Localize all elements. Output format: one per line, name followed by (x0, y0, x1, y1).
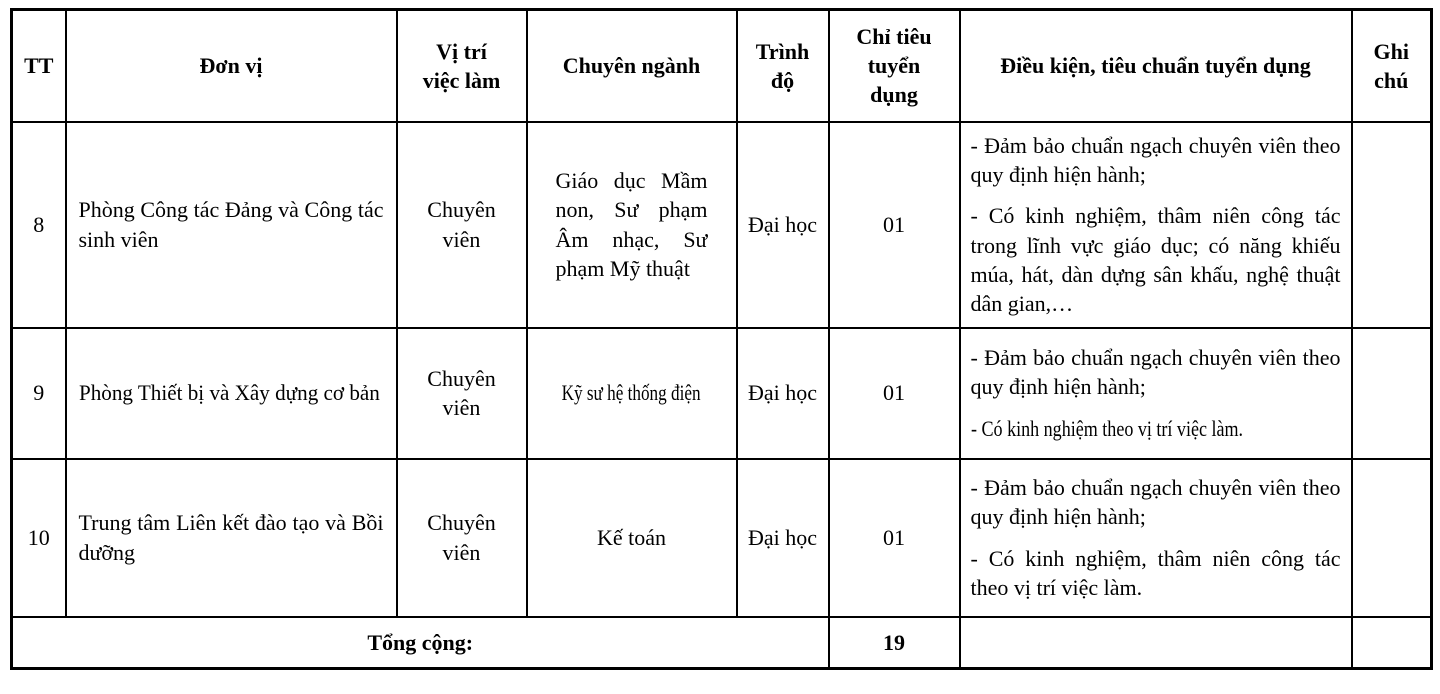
cell-trinh-do: Đại học (737, 328, 829, 459)
condition-paragraph: - Đảm bảo chuẩn ngạch chuyên viên theo quy định hiện hành; (970, 475, 1341, 530)
cell-chi-tieu: 01 (829, 328, 960, 459)
header-line: việc làm (422, 67, 501, 93)
cell-dieu-kien (960, 122, 1352, 328)
header-cell-chi-tieu (829, 10, 960, 122)
footer-ghi-chu-cell (1352, 617, 1432, 669)
cell-ghi-chu (1352, 328, 1432, 459)
condition-paragraph: - Có kinh nghiệm, thâm niên công tác theo vị trí việc làm. (970, 545, 1341, 600)
cell-ghi-chu (1352, 459, 1432, 617)
cell-tt: 8 (12, 122, 66, 328)
header-line: tuyển (867, 53, 921, 79)
header-line: Ghi (1373, 38, 1409, 64)
header-line: Chỉ tiêu (856, 24, 932, 50)
condition-paragraph (971, 414, 1341, 443)
total-label-cell: Tổng cộng: (12, 617, 829, 669)
cell-trinh-do: Đại học (737, 459, 829, 617)
cell-trinh-do: Đại học (737, 122, 829, 328)
cell-chuyen-nganh (527, 328, 737, 459)
cell-vi-tri: Chuyên viên (397, 122, 527, 328)
cell-text: Giáo dục Mầm non, Sư phạm Âm nhạc, Sư phạm Mỹ thuật (555, 168, 708, 281)
cell-don-vi (66, 328, 397, 459)
cell-chuyen-nganh: Kế toán (527, 459, 737, 617)
table-footer-row (12, 617, 1432, 669)
condition-paragraph: - Có kinh nghiệm, thâm niên công tác trong lĩnh vực giáo dục; có năng khiếu múa, hát, dàn dựng sân khấu, nghệ thuật dân gian,… (970, 203, 1341, 316)
header-line: Trình (755, 38, 810, 64)
header-cell-vi-tri (397, 10, 527, 122)
footer-dieu-kien-cell (960, 617, 1352, 669)
cell-don-vi: Phòng Công tác Đảng và Công tác sinh viên (66, 122, 397, 328)
header-line: Vị trí (436, 38, 487, 64)
cell-chi-tieu: 01 (829, 122, 960, 328)
cell-text: Kỹ sư hệ thống điện (562, 380, 701, 406)
header-cell-ghi-chu (1352, 10, 1432, 122)
condition-paragraph: - Đảm bảo chuẩn ngạch chuyên viên theo quy định hiện hành; (970, 133, 1341, 188)
header-cell-dieu-kien: Điều kiện, tiêu chuẩn tuyển dụng (960, 10, 1352, 122)
header-cell-chuyen-nganh: Chuyên ngành (527, 10, 737, 122)
cell-vi-tri: Chuyên viên (397, 459, 527, 617)
header-line: độ (770, 67, 795, 93)
cell-vi-tri: Chuyên viên (397, 328, 527, 459)
table-row-9 (12, 328, 1432, 459)
header-line: dụng (870, 82, 918, 108)
cell-text: Phòng Thiết bị và Xây dựng cơ bản (78, 380, 380, 406)
header-cell-don-vi: Đơn vị (66, 10, 397, 122)
header-cell-tt: TT (12, 10, 66, 122)
cell-dieu-kien (960, 459, 1352, 617)
recruitment-table (10, 8, 1433, 670)
table-header-row (12, 10, 1432, 122)
cell-chuyen-nganh (527, 122, 737, 328)
header-line: chú (1374, 67, 1409, 93)
cell-don-vi: Trung tâm Liên kết đào tạo và Bồi dưỡng (66, 459, 397, 617)
document-page (10, 8, 1433, 670)
condition-paragraph: - Đảm bảo chuẩn ngạch chuyên viên theo quy định hiện hành; (970, 345, 1341, 400)
cell-ghi-chu (1352, 122, 1432, 328)
total-value-cell: 19 (829, 617, 960, 669)
table-row-10 (12, 459, 1432, 617)
table-row-8 (12, 122, 1432, 328)
cell-tt: 9 (12, 328, 66, 459)
condition-text: - Có kinh nghiệm theo vị trí việc làm. (970, 415, 1243, 441)
cell-dieu-kien (960, 328, 1352, 459)
cell-tt: 10 (12, 459, 66, 617)
header-cell-trinh-do (737, 10, 829, 122)
cell-chi-tieu: 01 (829, 459, 960, 617)
